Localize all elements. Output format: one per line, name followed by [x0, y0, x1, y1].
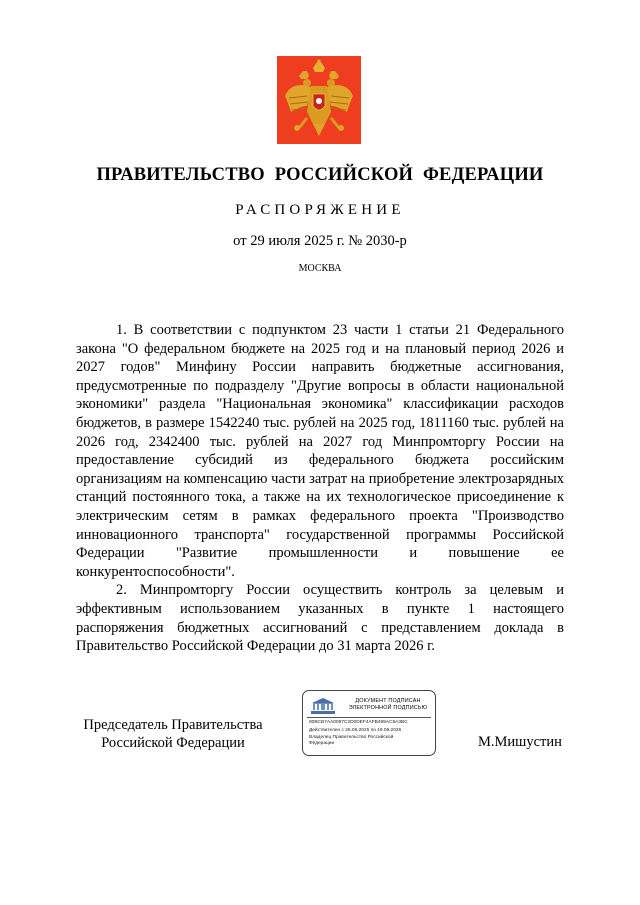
stamp-validity: Действителен с 26.06.2025 по 19.09.2026 [309, 728, 402, 733]
document-date-number: от 29 июля 2025 г. № 2030-р [233, 233, 407, 249]
signatory-position [78, 716, 268, 752]
stamp-owner-line-1: Владелец Правительство Российской [309, 735, 394, 740]
electronic-signature-stamp [302, 690, 436, 756]
paragraph-2: 2. Минпромторгу России осуществить контроль за целевым и эффективным использованием указанных в пункте 1 настоящего распоряжения бюджетных ассигнований с представлением доклада в Правительство Российской Федерации до 31 марта 2026 г. [76, 582, 564, 655]
city: МОСКВА [298, 263, 342, 274]
stamp-divider [307, 717, 431, 718]
signatory-name: М.Мишустин [478, 734, 562, 750]
government-title: ПРАВИТЕЛЬСТВО РОССИЙСКОЙ ФЕДЕРАЦИИ [96, 165, 544, 185]
coat-of-arms-icon [277, 56, 361, 144]
paragraph-1: 1. В соответствии с подпунктом 23 части 1 статьи 21 Федерального закона "О федеральном бюджете на 2025 год и на плановый период 2026 и 2027 годов" Минфину России направить бюджетные ассигнования, предусмотренные по подразделу "Другие вопросы в области национальной экономики" раздела "Национальная экономика" классификации расходов бюджетов, в размере 1542240 тыс. рублей на 2025 год, 1811160 тыс. рублей на 2026 год, 2342400 тыс. рублей на 2027 год Минпромторгу России на предоставление субсидий из федерального бюджета российским организациям на компенсацию части затрат на приобретение электрозарядных станций постоянного тока, а также на их технологическое присоединение к электрическим сетям в рамках федерального проекта "Производство инновационного транспорта" государственной программы Российской Федерации "Развитие промышленности и повышение ее конкурентоспособности". [76, 322, 564, 580]
document-body [76, 321, 564, 656]
stamp-certificate: 00BCB7AA0097C2D0DEF4AFB499AC8A3BC [309, 720, 408, 725]
government-building-icon [309, 696, 337, 716]
stamp-title-line-1: ДОКУМЕНТ ПОДПИСАН [355, 698, 421, 704]
stamp-title [343, 698, 433, 712]
stamp-owner-line-2: Федерации [309, 741, 335, 746]
stamp-title-line-2: ЭЛЕКТРОННОЙ ПОДПИСЬЮ [348, 705, 428, 711]
signatory-position-line-1: Председатель Правительства [83, 717, 263, 733]
document-type: РАСПОРЯЖЕНИЕ [235, 202, 405, 218]
signatory-position-line-2: Российской Федерации [101, 735, 245, 751]
